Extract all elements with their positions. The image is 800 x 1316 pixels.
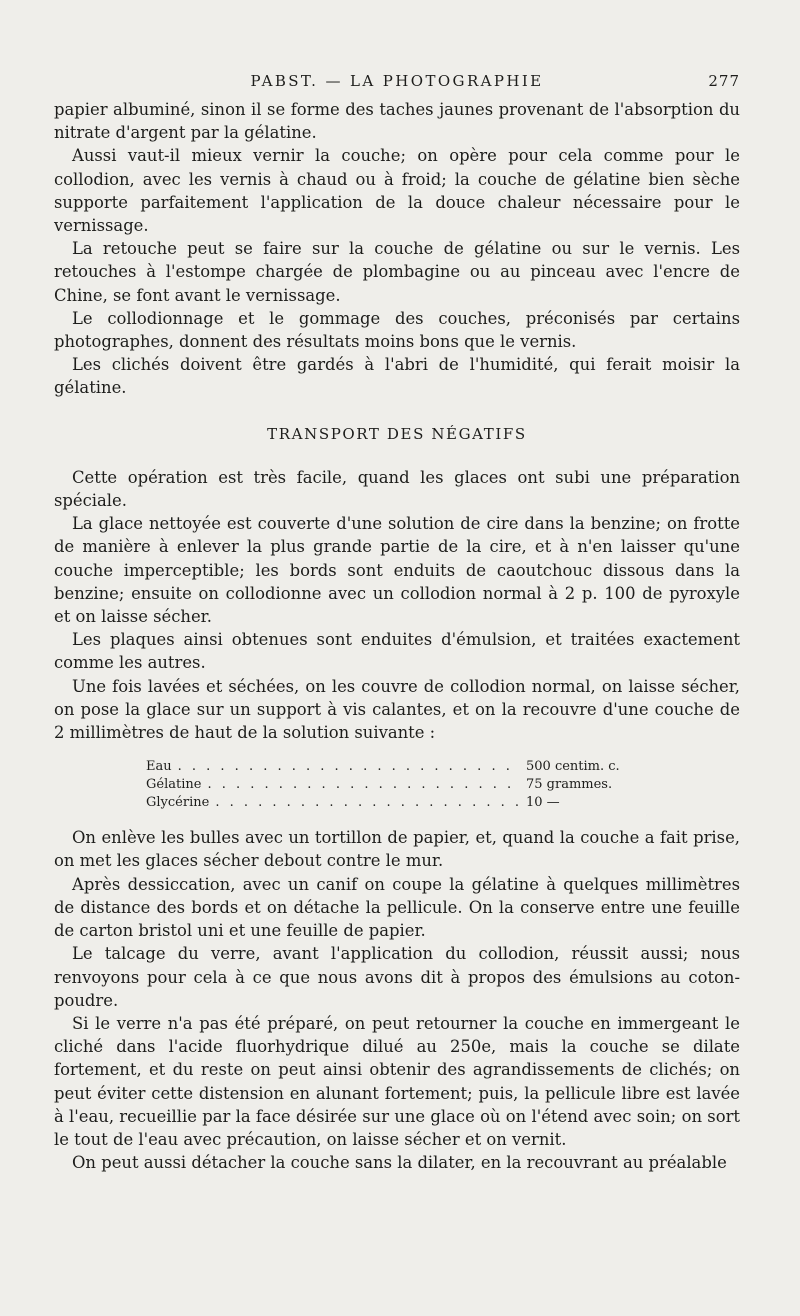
recipe-row [146,776,616,794]
running-head [54,72,740,94]
paragraph: Une fois lavées et séchées, on les couvre de collodion normal, on laisse sécher, on pose la glace sur un support à vis calantes, et on la recouvre d'une couche de 2 millimètres de haut de la solution suivante : [54,676,740,743]
paragraph: Les plaques ainsi obtenues sont enduites d'émulsion, et traitées exactement comme les autres. [54,630,740,673]
paragraph: Après dessiccation, avec un canif on coupe la gélatine à quelques millimètres de distance des bords et on détache la pellicule. On la conserve entre une feuille de carton bristol uni et une feuille de papier. [54,874,740,941]
leader-dots [178,758,520,776]
paragraph: La glace nettoyée est couverte d'une solution de cire dans la benzine; on frotte de manière à enlever la plus grande partie de la cire, et à n'en laisser qu'une couche imperceptible; les bords sont enduits de caoutchouc dissous dans la benzine; ensuite on collodionne avec un collodion normal à 2 p. 100 de pyroxyle et on laisse sécher. [54,514,740,627]
recipe-amount: 10 — [526,795,560,811]
recipe-ingredient: Eau [146,759,172,775]
leader-dots [207,776,520,794]
paragraph: Cette opération est très facile, quand les glaces ont subi une préparation spéciale. [54,467,740,511]
recipe-amount: 75 grammes. [526,777,613,793]
paragraph: papier albuminé, sinon il se forme des taches jaunes provenant de l'absorption du nitrate d'argent par la gélatine. [54,100,740,143]
paragraph: Les clichés doivent être gardés à l'abri de l'humidité, qui ferait moisir la gélatine. [54,355,740,398]
recipe-row [146,758,620,776]
recipe-table [146,758,620,812]
paragraph: La retouche peut se faire sur la couche de gélatine ou sur le vernis. Les retouches à l'estompe chargée de plombagine ou au pinceau avec l'encre de Chine, se font avant le vernissage. [54,239,740,305]
recipe-amount: 500 centim. c. [526,759,620,775]
paragraph: On enlève les bulles avec un tortillon de papier, et, quand la couche a fait prise, on met les glaces sécher debout contre le mur. [54,828,740,871]
leader-dots [215,794,520,812]
recipe-ingredient: Gélatine [146,777,202,793]
paragraph: Le collodionnage et le gommage des couches, préconisés par certains photographes, donnent des résultats moins bons que le vernis. [54,308,740,352]
paragraph: On peut aussi détacher la couche sans la dilater, en la recouvrant au préalable [72,1153,727,1173]
running-title: PABST. — LA PHOTOGRAPHIE [250,72,544,90]
recipe-row [146,794,616,812]
recipe-ingredient: Glycérine [146,795,210,811]
paragraph: Le talcage du verre, avant l'application du collodion, réussit aussi; nous renvoyons pour cela à ce que nous avons dit à propos des émulsions au coton-poudre. [54,944,740,1010]
section-heading: TRANSPORT DES NÉGATIFS [267,424,527,443]
paragraph: Aussi vaut-il mieux vernir la couche; on opère pour cela comme pour le collodion, avec les vernis à chaud ou à froid; la couche de gélatine bien sèche supporte parfaitement l'application de la douce chaleur nécessaire pour le vernissage. [54,146,740,236]
page-body [54,98,740,1174]
paragraph: Si le verre n'a pas été préparé, on peut retourner la couche en immergeant le cliché dans l'acide fluorhydrique dilué au 250e, mais la couche se dilate fortement, et du reste on peut ainsi obtenir des agrandissements de clichés; on peut éviter cette distension en alunant fortement; puis, la pellicule libre est lavée à l'eau, recueillie par la face désirée sur une glace où on l'étend avec soin; on sort le tout de l'eau avec précaution, on laisse sécher et on vernit. [54,1013,740,1149]
page-number: 277 [708,72,740,90]
